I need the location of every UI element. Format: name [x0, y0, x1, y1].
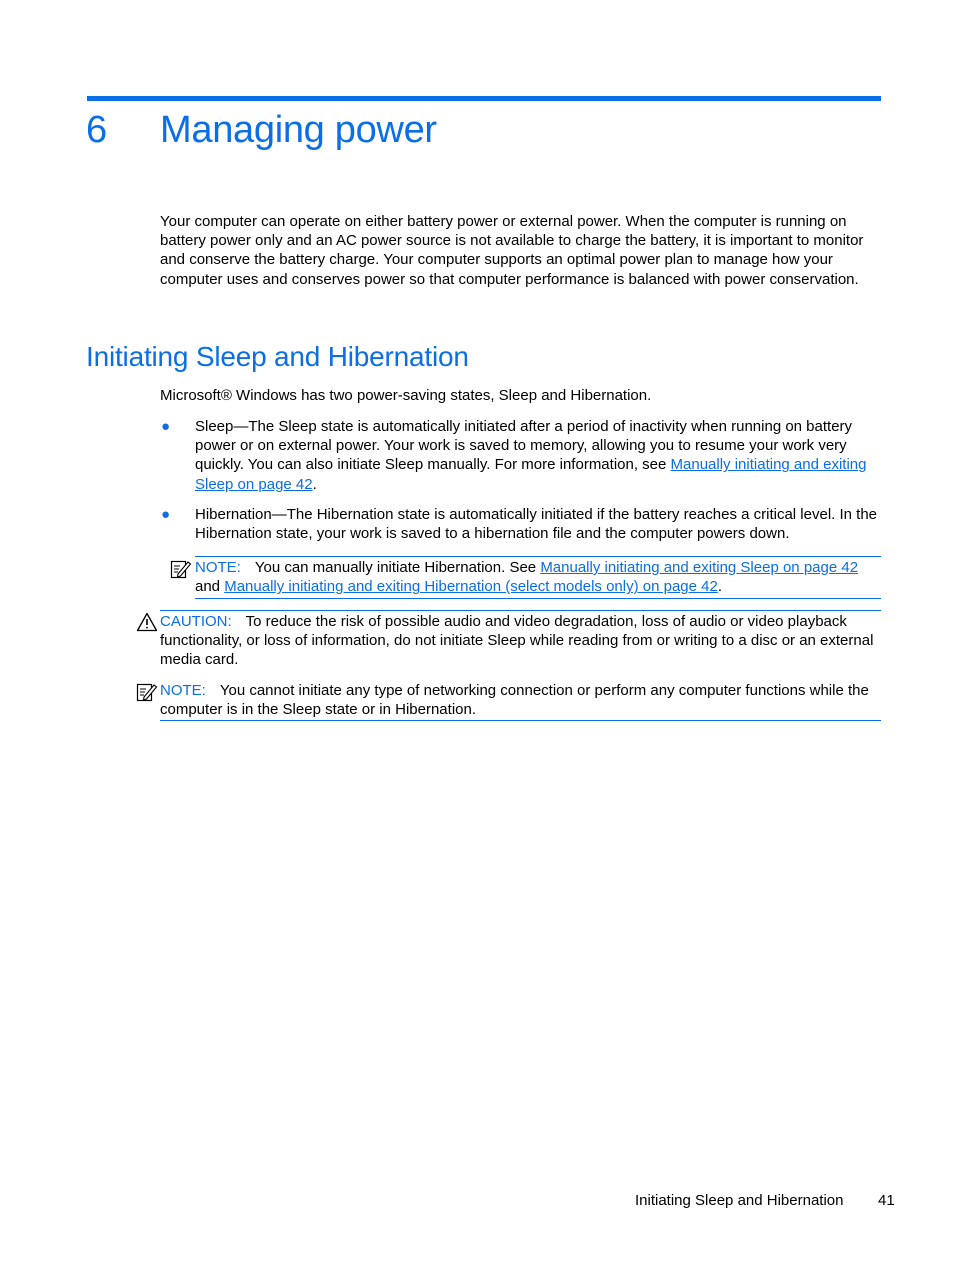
bullet-icon: ●: [161, 418, 171, 435]
note-and: and: [195, 578, 225, 596]
note-pencil-icon: [136, 681, 158, 703]
bullet-sleep-text: Sleep—The Sleep state is automatically initiated after a period of inactivity when running on battery power or on external power. Your work is saved to memory, allowing you to resume your work very quickly. You can also initiate Sleep manually. For more information, see: [195, 418, 853, 474]
bullet-sleep-end: .: [312, 475, 317, 493]
caution-label: CAUTION:: [160, 613, 232, 630]
chapter-rule: [87, 96, 881, 101]
link-manually-initiating-sleep[interactable]: Manually initiating and exiting Sleep on page 42: [195, 456, 867, 493]
note-end: .: [717, 578, 722, 596]
caution-rule-top: [160, 610, 881, 611]
section-title: Initiating Sleep and Hibernation: [86, 341, 469, 372]
footer-page-number: 41: [878, 1192, 895, 1209]
chapter-title: Managing power: [160, 109, 437, 151]
warning-triangle-icon: [136, 612, 158, 632]
bullet-sleep: [195, 417, 885, 494]
bullet-icon: ●: [161, 506, 171, 523]
footer-section-name: Initiating Sleep and Hibernation: [635, 1192, 844, 1209]
note-rule-bottom: [195, 598, 881, 599]
note-hibernation: [195, 558, 881, 596]
note-networking: [160, 681, 881, 719]
link-manually-initiating-sleep[interactable]: Manually initiating and exiting Sleep on page 42: [540, 559, 859, 576]
chapter-number: 6: [86, 109, 108, 151]
note-rule-bottom: [160, 720, 881, 721]
link-manually-initiating-hibernation[interactable]: Manually initiating and exiting Hibernation (select models only) on page 42: [224, 578, 718, 596]
note-label: NOTE:: [195, 559, 241, 576]
intro-paragraph: Your computer can operate on either battery power or external power. When the computer is running on battery power only and an AC power source is not available to charge the battery, it is important to monitor and conserve the battery charge. Your computer supports an optimal power plan to manage how your computer uses and conserves power so that computer performance is balanced with power conservation.: [160, 213, 864, 288]
caution-text: To reduce the risk of possible audio and video degradation, loss of audio or video playback functionality, or loss of information, do not initiate Sleep while reading from or writing to a disc or an external media card.: [160, 613, 874, 669]
note-pencil-icon: [170, 558, 192, 580]
section-lead: Microsoft® Windows has two power-saving states, Sleep and Hibernation.: [160, 387, 652, 404]
note-rule-top: [195, 556, 881, 557]
note-text: You can manually initiate Hibernation. See: [254, 559, 541, 576]
note-label: NOTE:: [160, 682, 206, 699]
note-text: You cannot initiate any type of networking connection or perform any computer functions while the computer is in the Sleep state or in Hibernation.: [160, 682, 869, 719]
caution-notice: [160, 612, 881, 670]
bullet-hibernation: Hibernation—The Hibernation state is automatically initiated if the battery reaches a critical level. In the Hibernation state, your work is saved to a hibernation file and the computer powers down.: [195, 506, 878, 543]
